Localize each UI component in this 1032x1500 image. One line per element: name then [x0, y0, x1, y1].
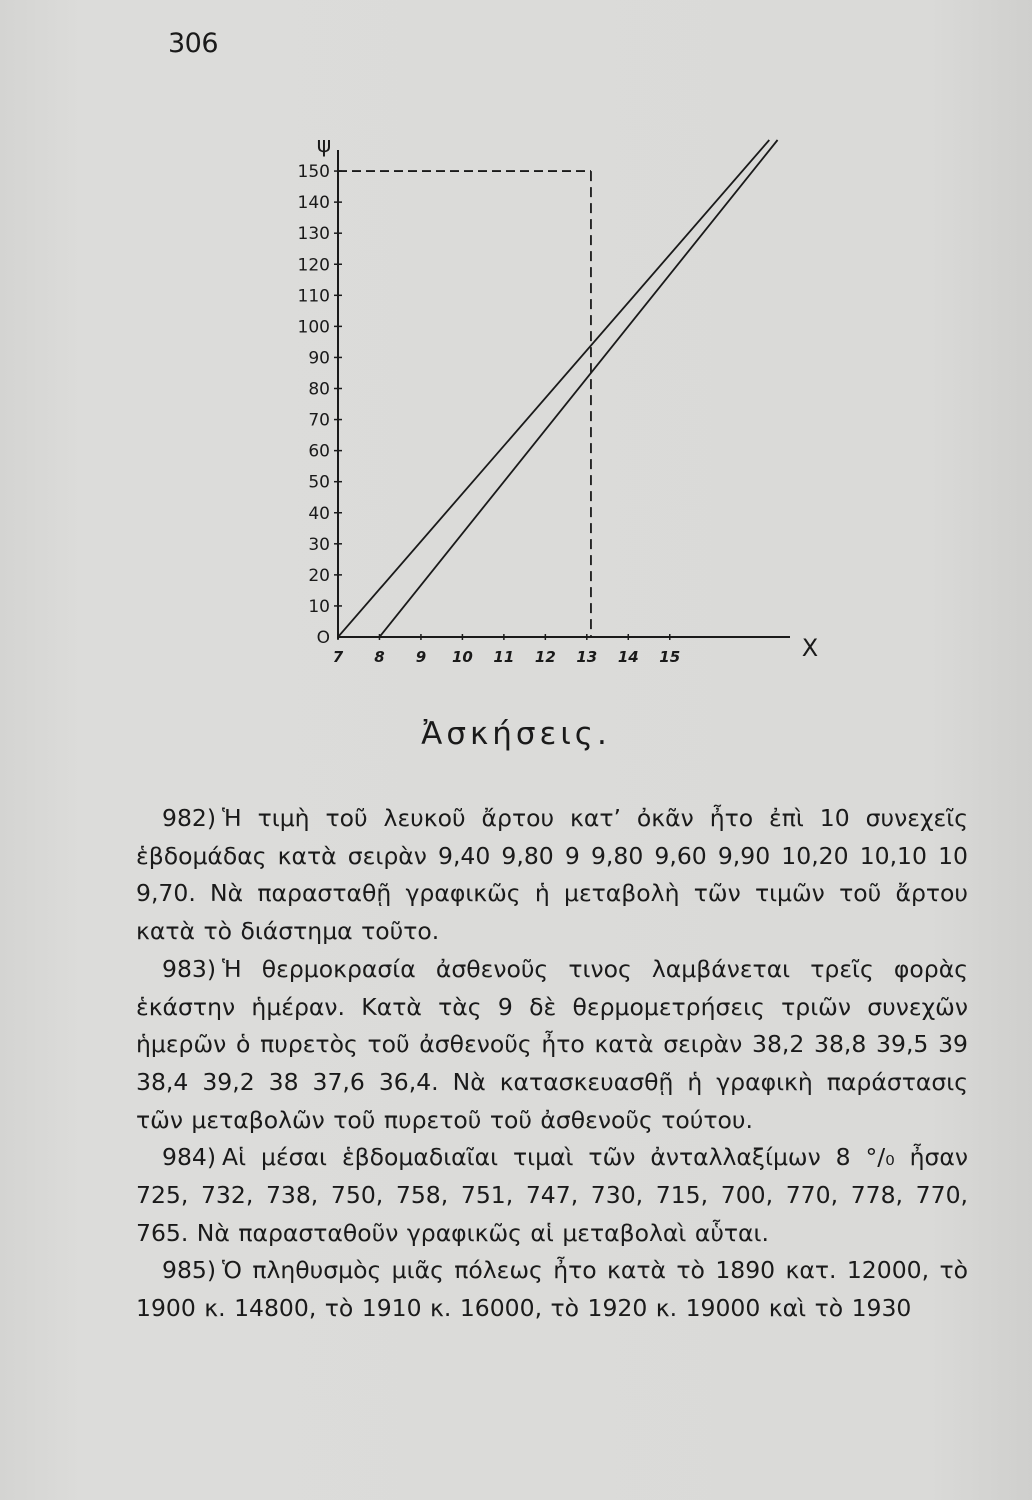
y-tick-label: 60: [308, 441, 330, 462]
exercise-number: 982): [162, 804, 217, 832]
y-tick-label: O: [316, 628, 330, 648]
y-tick-label: 30: [308, 534, 330, 555]
exercise-number: 983): [162, 954, 217, 983]
exercise-982: [136, 800, 968, 951]
series-line-line-from-origin: [338, 140, 769, 637]
y-tick-label: 50: [308, 472, 330, 493]
x-tick-label: 13: [576, 648, 598, 666]
x-tick-label: 12: [534, 648, 556, 666]
y-tick-label: 150: [297, 162, 330, 183]
y-tick-label: 110: [297, 286, 330, 307]
x-tick-label: 14: [617, 648, 639, 666]
y-tick-label: 70: [308, 410, 330, 431]
x-tick-label: 10: [451, 648, 473, 666]
y-tick-label: 20: [308, 565, 330, 586]
y-tick-label: 40: [308, 503, 330, 524]
x-tick-label: 8: [374, 648, 385, 666]
exercise-number: 985): [162, 1256, 217, 1285]
exercise-number: 984): [162, 1143, 217, 1172]
y-tick-label: 120: [297, 255, 330, 276]
line-graph: [290, 110, 830, 700]
y-tick-label: 10: [308, 596, 330, 617]
x-tick-label: 7: [332, 648, 344, 666]
series-line-line-from-8: [379, 140, 777, 637]
x-tick-label: 15: [659, 648, 681, 666]
exercise-text: Ἡ θερμοκρασία ἀσθενοῦς τινος λαμβάνεται τρεῖς φορὰς ἑκάστην ἡμέραν. Κατὰ τὰς 9 δὲ θερμομετρήσεις τριῶν συνεχῶν ἡμερῶν ὁ πυρετὸς τοῦ ἀσθενοῦς ἦτο κατὰ σειρὰν 38,2 38,8 39,5 39 38,4 39,2 38 37,6 36,4. Νὰ κατασκευασθῇ ἡ γραφικὴ παράστασις τῶν μεταβολῶν τοῦ πυρετοῦ τοῦ ἀσθενοῦς τούτου.: [136, 954, 968, 1134]
exercise-985: [136, 1252, 968, 1327]
x-tick-label: 11: [493, 648, 515, 666]
section-heading: Ἀσκήσεις.: [421, 716, 611, 752]
exercise-984: [136, 1139, 968, 1252]
exercise-text: Ὁ πληθυσμὸς μιᾶς πόλεως ἦτο κατὰ τὸ 1890 κατ. 12000, τὸ 1900 κ. 14800, τὸ 1910 κ. 16000, τὸ 1920 κ. 19000 καὶ τὸ 1930: [136, 1256, 968, 1323]
exercise-983: [136, 951, 968, 1140]
y-tick-label: 90: [308, 348, 330, 369]
exercise-text: Αἱ μέσαι ἑβδομαδιαῖαι τιμαὶ τῶν ἀνταλλαξίμων 8 °/₀ ἦσαν 725, 732, 738, 750, 758, 751, 747, 730, 715, 700, 770, 778, 770, 765. Νὰ παρασταθοῦν γραφικῶς αἱ μεταβολαὶ αὗται.: [136, 1143, 968, 1247]
page-number: 306: [168, 28, 219, 59]
x-axis-label: X: [801, 634, 819, 662]
exercises-text: [136, 800, 968, 1328]
y-tick-label: 100: [297, 317, 330, 338]
y-tick-label: 130: [297, 224, 330, 245]
y-tick-label: 80: [308, 379, 330, 400]
y-axis-label: ψ: [316, 133, 332, 158]
y-tick-label: 140: [297, 193, 330, 214]
x-tick-label: 9: [415, 648, 427, 666]
exercise-text: Ἡ τιμὴ τοῦ λευκοῦ ἄρτου κατ’ ὀκᾶν ἦτο ἐπὶ 10 συνεχεῖς ἑβδομάδας κατὰ σειρὰν 9,40 9,80 9 9,80 9,60 9,90 10,20 10,10 10 9,70. Νὰ παρασταθῇ γραφικῶς ἡ μεταβολὴ τῶν τιμῶν τοῦ ἄρτου κατὰ τὸ διάστημα τοῦτο.: [136, 804, 968, 946]
